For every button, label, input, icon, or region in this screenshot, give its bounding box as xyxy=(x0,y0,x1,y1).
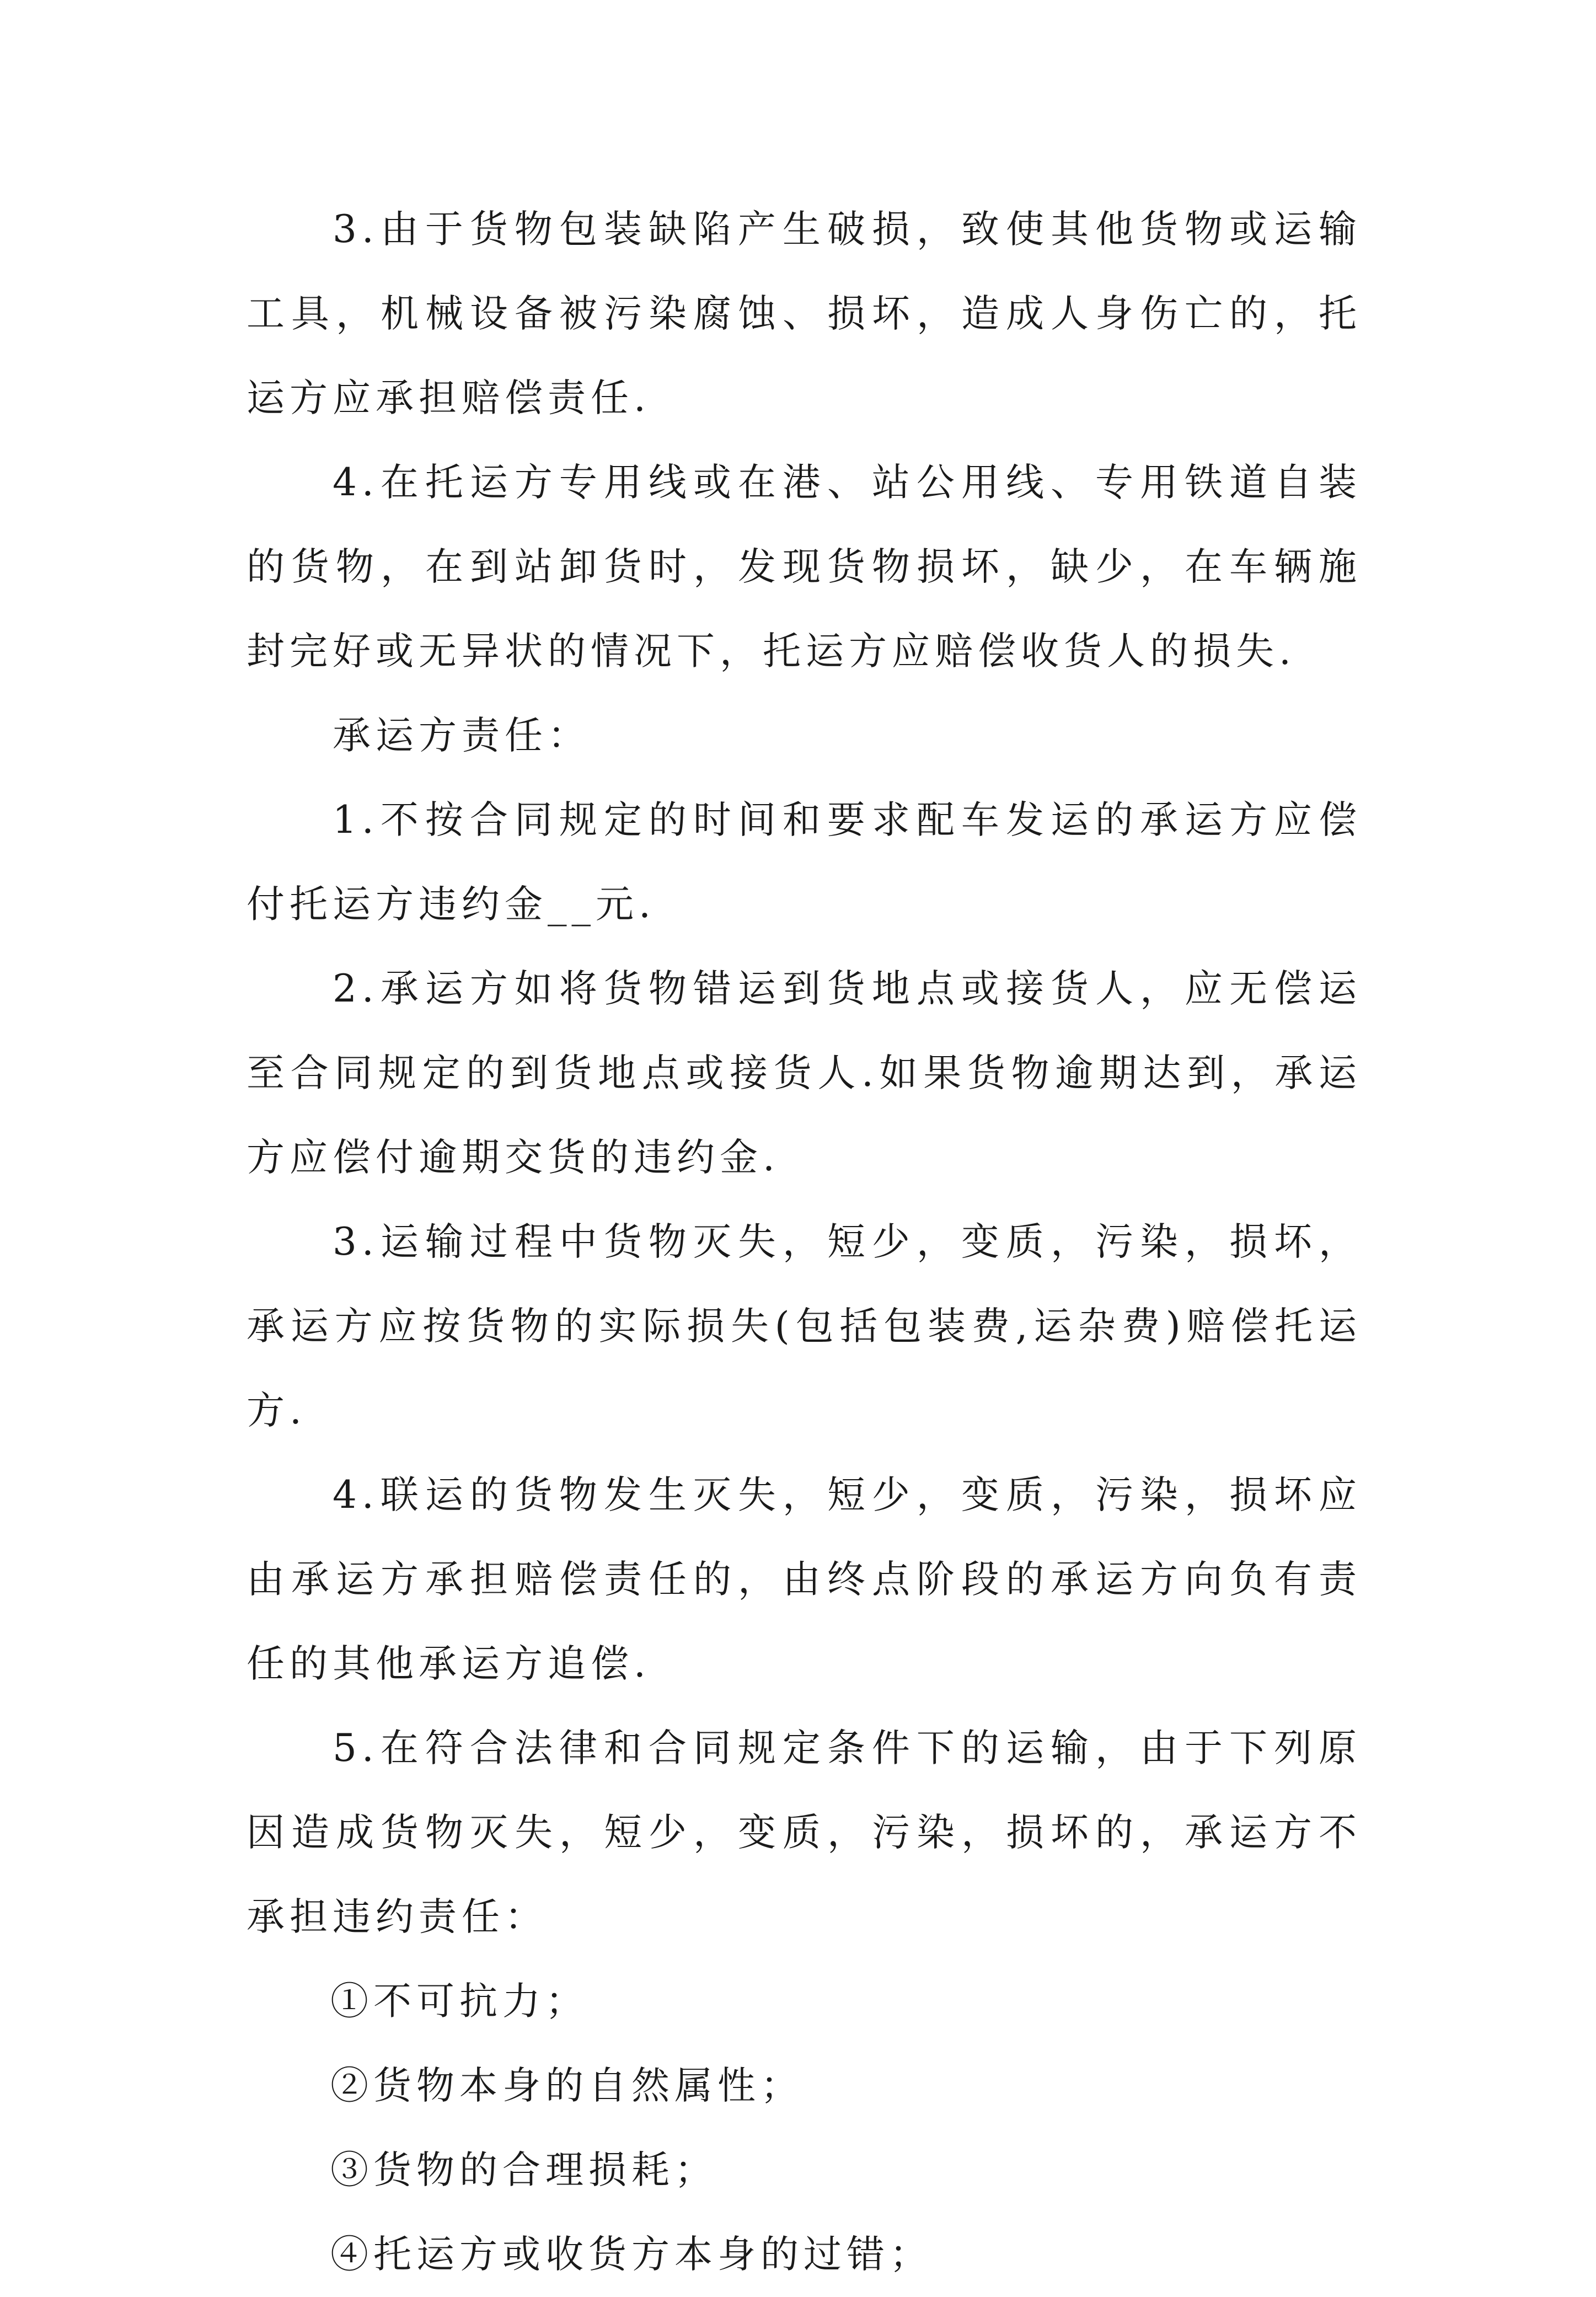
heading-carrier-liability: 承运方责任： xyxy=(333,714,591,758)
exemption-item-force-majeure: ①不可抗力； xyxy=(330,1979,588,2023)
paragraph-carrier-intermodal-recourse: 4.联运的货物发生灭失，短少，变质，污染，损坏应由承运方承担赔偿责任的，由终点阶段的承运方向负有责任的其他承运方追偿. xyxy=(247,1473,1362,1686)
paragraph-carrier-misdelivery: 2.承运方如将货物错运到货地点或接货人，应无偿运至合同规定的到货地点或接货人.如果货物逾期达到，承运方应偿付逾期交货的违约金. xyxy=(247,967,1362,1180)
exemption-item-reasonable-wastage: ③货物的合理损耗； xyxy=(330,2148,717,2192)
paragraph-carrier-transit-loss: 3.运输过程中货物灭失，短少，变质，污染，损坏，承运方应按货物的实际损失(包括包装费,运杂费)赔偿托运方. xyxy=(247,1220,1362,1433)
paragraph-carrier-exemptions: 5.在符合法律和合同规定条件下的运输，由于下列原因造成货物灭失，短少，变质，污染，损坏的，承运方不承担违约责任： xyxy=(247,1726,1362,1939)
paragraph-shipper-self-loading: 4.在托运方专用线或在港、站公用线、专用铁道自装的货物，在到站卸货时，发现货物损坏，缺少，在车辆施封完好或无异状的情况下，托运方应赔偿收货人的损失. xyxy=(247,461,1362,673)
exemption-item-party-fault: ④托运方或收货方本身的过错； xyxy=(330,2232,933,2277)
exemption-item-natural-property: ②货物本身的自然属性； xyxy=(330,2064,804,2108)
document-body xyxy=(247,188,1362,2297)
paragraph-shipper-packaging-defect: 3.由于货物包装缺陷产生破损，致使其他货物或运输工具，机械设备被污染腐蚀、损坏，造成人身伤亡的，托运方应承担赔偿责任. xyxy=(247,207,1362,420)
paragraph-carrier-late-dispatch: 1.不按合同规定的时间和要求配车发运的承运方应偿付托运方违约金__元. xyxy=(247,798,1362,927)
